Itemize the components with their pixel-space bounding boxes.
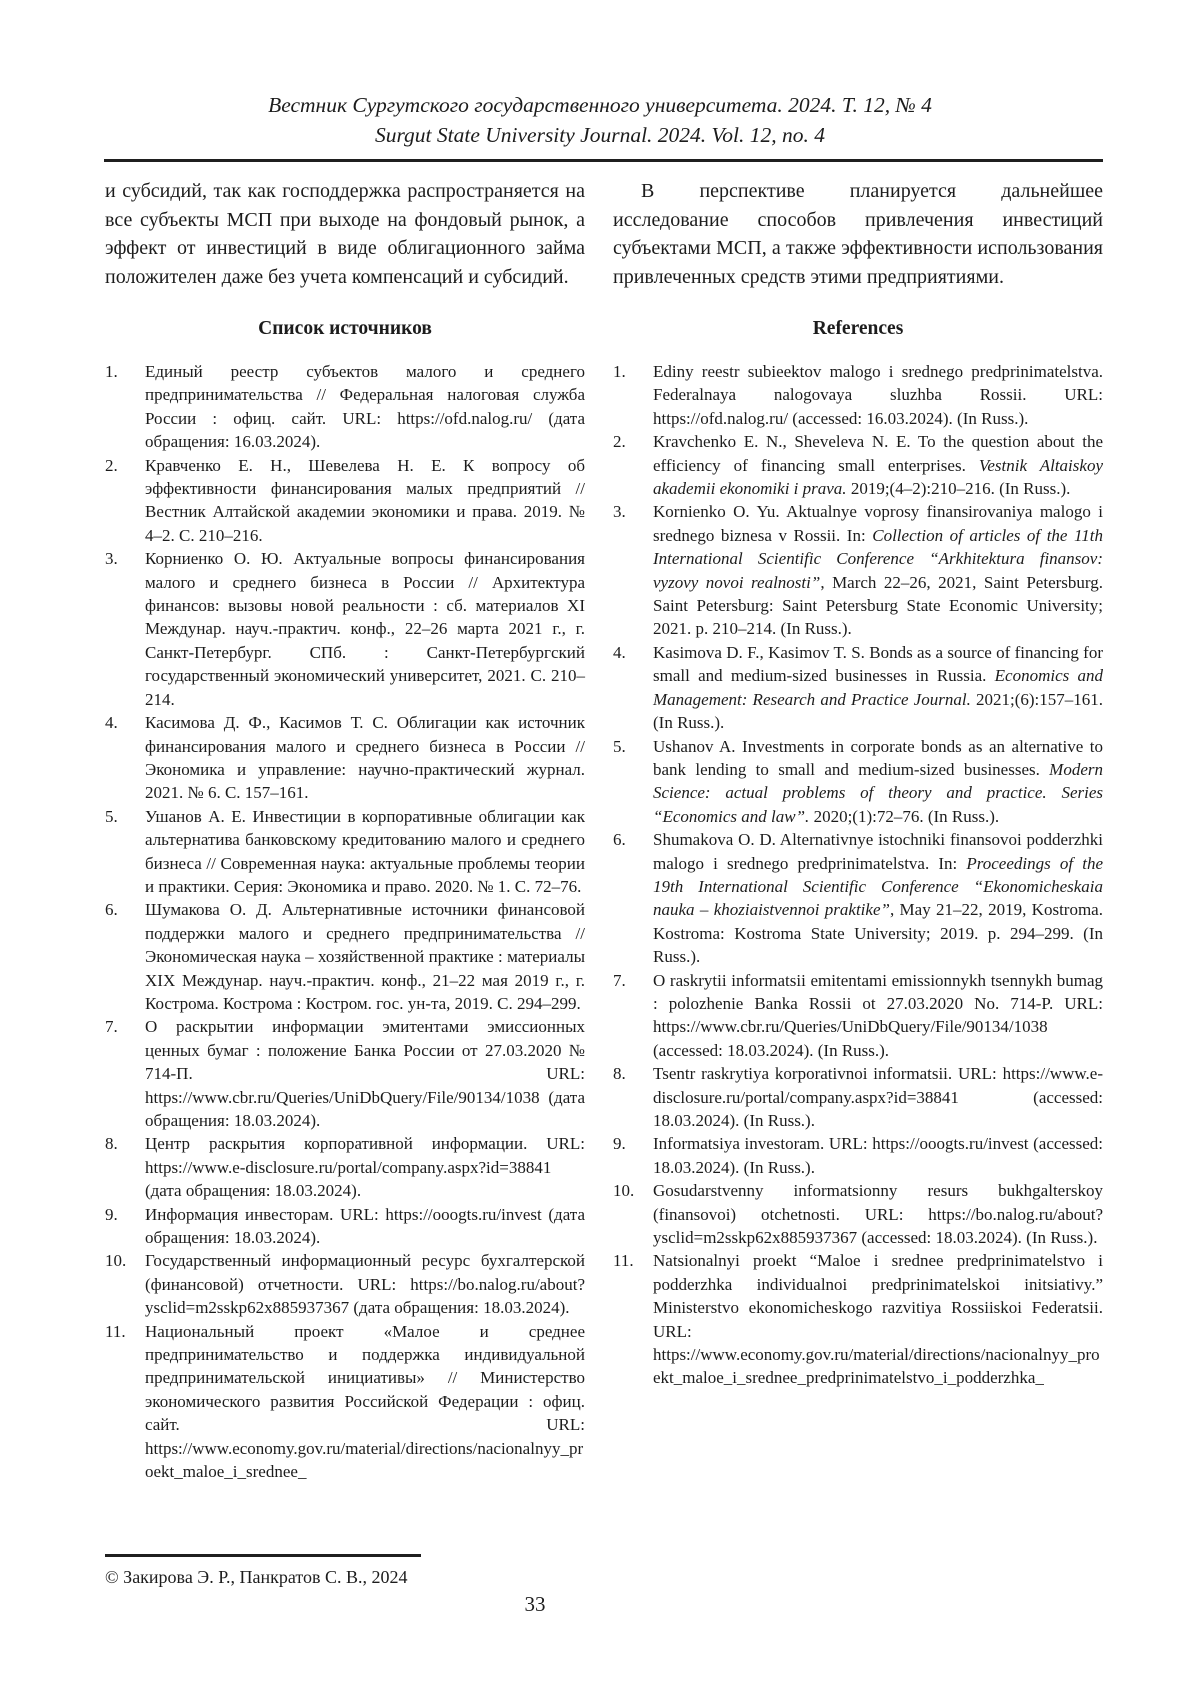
reference-item [105,1015,585,1132]
reference-text: Касимова Д. Ф., Касимов Т. С. Облигации как источник финансирования малого и среднего бизнеса в России // Экономика и управление: научно-практический журнал. 2021. № 6. С. 157–161. [145,713,585,803]
reference-number: 2. [613,432,626,452]
reference-text: Informatsiya investoram. URL: https://ooogts.ru/invest (accessed: 18.03.2024). (In Russ.). [653,1134,1103,1177]
reference-item [105,805,585,899]
references-list-en [613,360,1103,1390]
reference-item [613,735,1103,829]
reference-item [613,360,1103,430]
reference-item [613,969,1103,1063]
page-number: 33 [524,1592,546,1616]
reference-number: 1. [613,362,626,381]
section-title-references-en: References [812,318,904,339]
reference-item [613,430,1103,500]
reference-text: Центр раскрытия корпоративной информации. URL: https://www.e-disclosure.ru/portal/company.aspx?id=38841 (дата обращения: 18.03.2024). [145,1134,585,1201]
reference-number: 4. [613,642,626,662]
reference-number: 1. [105,362,118,381]
reference-text: Gosudarstvenny informatsionny resurs bukhgalterskoy (finansovoi) otchetnosti. URL: https://bo.nalog.ru/about?ysclid=m2sskp62x885937367 (accessed: 18.03.2024). (In Russ.). [653,1181,1103,1248]
left-column [105,177,585,1484]
reference-text: Информация инвесторам. URL: https://ooogts.ru/invest (дата обращения: 18.03.2024). [145,1204,585,1248]
reference-item [105,711,585,805]
reference-item [613,828,1103,968]
page-footer [105,1554,725,1588]
reference-number: 4. [105,713,118,733]
reference-text: Kasimova D. F., Kasimov T. S. Bonds as a source of financing for small and medium-sized businesses in Russia. Economics and Management: Research and Practice Journal. 2021;(6):157–161. (In Russ.). [653,642,1103,733]
reference-number: 2. [105,455,118,475]
reference-text: Единый реестр субъектов малого и среднего предпринимательства // Федеральная налоговая служба России : офиц. сайт. URL: https://ofd.nalog.ru/ (дата обращения: 16.03.2024). [145,362,585,452]
reference-item [105,1132,585,1202]
reference-number: 11. [105,1321,126,1341]
reference-number: 6. [105,900,118,920]
reference-item [105,1249,585,1319]
reference-text: Корниенко О. Ю. Актуальные вопросы финансирования малого и среднего бизнеса в России // Архитектура финансов: вызовы новой реальности : сб. материалов XI Междунар. науч.-практич. конф., 22–26 марта 2021 г., г. Санкт-Петербург. СПб. : Санкт-Петербургский государственный экономический университет, 2021. С. 210–214. [145,549,585,709]
reference-item [105,898,585,1015]
reference-item [613,500,1103,640]
page-header [0,0,1200,150]
reference-item [105,360,585,454]
reference-number: 5. [105,806,118,826]
right-column [613,177,1103,1484]
reference-number: 3. [613,502,626,522]
reference-number: 7. [613,970,626,990]
reference-number: 9. [613,1134,626,1154]
journal-title-en: Surgut State University Journal. 2024. Vol. 12, no. 4 [374,123,826,147]
reference-item [105,1203,585,1250]
reference-item [613,641,1103,735]
journal-title-ru: Вестник Сургутского государственного университета. 2024. Т. 12, № 4 [268,93,932,117]
reference-item [613,1249,1103,1389]
reference-text: Кравченко Е. Н., Шевелева Н. Е. К вопросу об эффективности финансирования малых предприятий // Вестник Алтайской академии экономики и права. 2019. № 4–2. С. 210–216. [145,455,585,545]
reference-item [613,1132,1103,1179]
reference-text: Natsionalnyi proekt “Maloe i srednee predprinimatelstvo i podderzhka individualnoi predprinimatelskoi initsiativy.” Ministerstvo ekonomicheskogo razvitiya Rossiiskoi Federatsii. URL: https://www.economy.gov.ru/material/directions/nacionalnyy_proekt_maloe_i_srednee_predprinimatelstvo_i_podderzhka_ [653,1251,1103,1388]
footnote-divider [105,1554,421,1557]
intro-paragraph-en: В перспективе планируется дальнейшее исследование способов привлечения инвестиций субъектами МСП, а также эффективности использования привлеченных средств этими предприятиями. [613,180,1103,288]
reference-number: 8. [105,1134,118,1154]
reference-text: Шумакова О. Д. Альтернативные источники финансовой поддержки малого и среднего предпринимательства // Экономическая наука – хозяйственной практике : материалы XIX Междунар. науч.-практич. конф., 21–22 мая 2019 г., г. Кострома. Кострома : Костром. гос. ун-та, 2019. С. 294–299. [145,900,585,1013]
reference-number: 10. [105,1251,127,1271]
reference-text: Shumakova O. D. Alternativnye istochniki finansovoi podderzhki malogo i srednego predprinimatelstva. In: Proceedings of the 19th International Scientific Conference “Ekonomicheskaia nauka – khoziaistvennoi praktike”, May 21–22, 2019, Kostroma. Kostroma: Kostroma State University; 2019. p. 294–299. (In Russ.). [653,830,1103,967]
reference-number: 5. [613,736,626,756]
reference-number: 11. [613,1251,634,1271]
reference-number: 8. [613,1064,626,1084]
reference-text: Kornienko O. Yu. Aktualnye voprosy finansirovaniya malogo i srednego biznesa v Rossii. In: Collection of articles of the 11th International Scientific Conference “Arkhitektura finansov: vyzovy novoi realnosti”, March 22–26, 2021, Saint Petersburg. Saint Petersburg: Saint Petersburg State Economic University; 2021. p. 210–214. (In Russ.). [653,502,1103,639]
reference-text: Ушанов А. Е. Инвестиции в корпоративные облигации как альтернатива банковскому кредитованию малого и среднего бизнеса // Современная наука: актуальные проблемы теории и практики. Серия: Экономика и право. 2020. № 1. С. 72–76. [145,806,585,896]
reference-item [613,1062,1103,1132]
intro-paragraph-ru: и субсидий, так как господдержка распространяется на все субъекты МСП при выходе на фондовый рынок, а эффект от инвестиций в виде облигационного займа положителен даже без учета компенсаций и субсидий. [105,180,585,288]
reference-text: Kravchenko E. N., Sheveleva N. E. To the question about the efficiency of financing small enterprises. Vestnik Altaiskoy akademii ekonomiki i prava. 2019;(4–2):210–216. (In Russ.). [653,432,1103,499]
references-list-ru [105,360,585,1484]
reference-text: O raskrytii informatsii emitentami emissionnykh tsennykh bumag : polozhenie Banka Rossii ot 27.03.2020 No. 714-P. URL: https://www.cbr.ru/Queries/UniDbQuery/File/90134/1038 (accessed: 18.03.2024). (In Russ.). [653,970,1103,1060]
reference-text: Ushanov A. Investments in corporate bonds as an alternative to bank lending to small and medium-sized businesses. Modern Science: actual problems of theory and practice. Series “Economics and law”. 2020;(1):72–76. (In Russ.). [653,736,1103,826]
reference-number: 7. [105,1017,118,1037]
reference-text: Национальный проект «Малое и среднее предпринимательство и поддержка индивидуальной предпринимательской инициативы» // Министерство экономического развития Российской Федерации : офиц. сайт. URL: https://www.economy.gov.ru/material/directions/nacionalnyy_proekt_maloe_i_srednee_ [145,1321,585,1482]
copyright-note: © Закирова Э. Р., Панкратов С. В., 2024 [105,1567,408,1587]
reference-text: Tsentr raskrytiya korporativnoi informatsii. URL: https://www.e-disclosure.ru/portal/company.aspx?id=38841 (accessed: 18.03.2024). (In Russ.). [653,1064,1103,1130]
reference-text: Государственный информационный ресурс бухгалтерской (финансовой) отчетности. URL: https://bo.nalog.ru/about?ysclid=m2sskp62x885937367 (дата обращения: 18.03.2024). [145,1251,585,1318]
reference-item [105,547,585,711]
header-divider [104,159,1103,162]
two-column-body [105,177,1103,1484]
reference-number: 6. [613,830,626,850]
reference-number: 3. [105,549,118,569]
section-title-sources-ru: Список источников [258,318,432,339]
reference-item [613,1179,1103,1249]
reference-text: Ediny reestr subieektov malogo i srednego predprinimatelstva. Federalnaya nalogovaya sluzhba Rossii. URL: https://ofd.nalog.ru/ (accessed: 16.03.2024). (In Russ.). [653,362,1103,428]
reference-item [105,1320,585,1484]
reference-item [105,454,585,548]
reference-number: 9. [105,1204,118,1224]
reference-number: 10. [613,1181,635,1201]
reference-text: О раскрытии информации эмитентами эмиссионных ценных бумаг : положение Банка России от 27.03.2020 № 714-П. URL: https://www.cbr.ru/Queries/UniDbQuery/File/90134/1038 (дата обращения: 18.03.2024). [145,1017,585,1130]
